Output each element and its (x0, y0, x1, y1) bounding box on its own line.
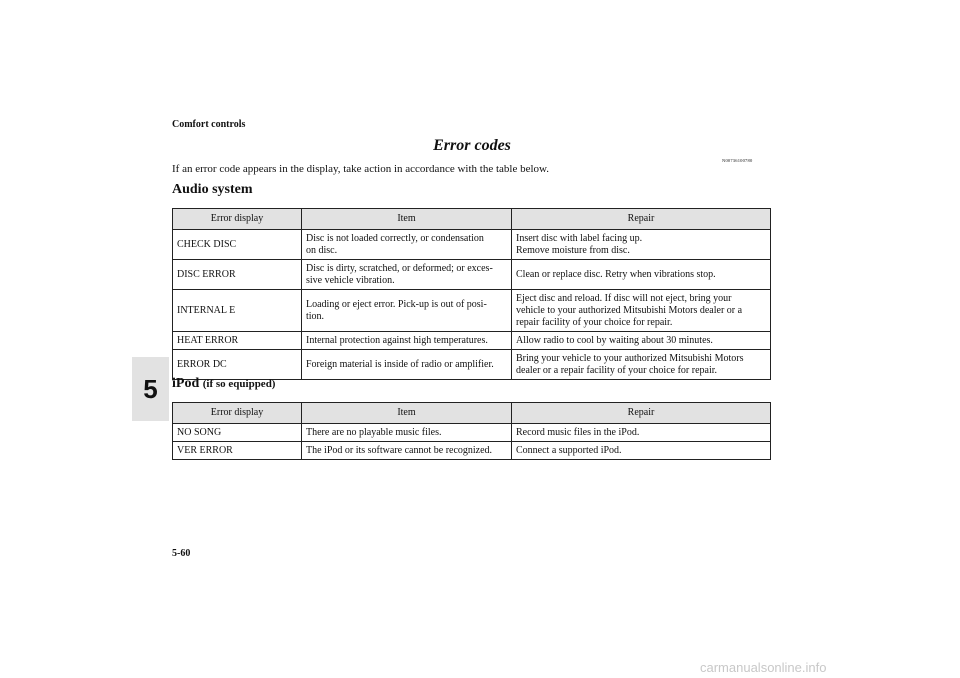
item-cell: There are no playable music files. (302, 424, 512, 442)
repair-cell: Allow radio to cool by waiting about 30 minutes. (512, 332, 771, 350)
item-cell: Foreign material is inside of radio or amplifier. (302, 350, 512, 380)
item-cell: Loading or eject error. Pick-up is out of posi- tion. (302, 290, 512, 332)
table-row (173, 230, 771, 260)
watermark: carmanualsonline.info (700, 660, 827, 675)
table-header-row (173, 403, 771, 424)
item-cell: Internal protection against high temperatures. (302, 332, 512, 350)
table-row (173, 442, 771, 460)
error-display-cell: INTERNAL E (173, 290, 302, 332)
repair-cell: Bring your vehicle to your authorized Mitsubishi Motors dealer or a repair facility of your choice for repair. (512, 350, 771, 380)
table-row (173, 260, 771, 290)
repair-cell: Clean or replace disc. Retry when vibrations stop. (512, 260, 771, 290)
intro-text: If an error code appears in the display, take action in accordance with the table below. (172, 163, 549, 175)
column-header: Item (302, 209, 512, 230)
column-header: Repair (512, 209, 771, 230)
column-header: Repair (512, 403, 771, 424)
error-display-cell: DISC ERROR (173, 260, 302, 290)
error-display-cell: VER ERROR (173, 442, 302, 460)
item-cell: The iPod or its software cannot be recognized. (302, 442, 512, 460)
table-row (173, 332, 771, 350)
column-header: Error display (173, 209, 302, 230)
error-display-cell: HEAT ERROR (173, 332, 302, 350)
item-cell: Disc is dirty, scratched, or deformed; or exces- sive vehicle vibration. (302, 260, 512, 290)
table-row (173, 424, 771, 442)
ipod-heading-text: iPod (172, 376, 200, 391)
item-cell: Disc is not loaded correctly, or condensation on disc. (302, 230, 512, 260)
ipod-error-table (172, 402, 771, 460)
error-display-cell: CHECK DISC (173, 230, 302, 260)
column-header: Error display (173, 403, 302, 424)
error-display-cell: NO SONG (173, 424, 302, 442)
repair-cell: Record music files in the iPod. (512, 424, 771, 442)
table-header-row (173, 209, 771, 230)
column-header: Item (302, 403, 512, 424)
audio-error-table (172, 208, 771, 380)
repair-cell: Eject disc and reload. If disc will not eject, bring your vehicle to your authorized Mitsubishi Motors dealer or a repair facility of your choice for repair. (512, 290, 771, 332)
audio-system-heading: Audio system (172, 182, 253, 197)
page-number: 5-60 (172, 548, 191, 559)
document-code: N00736100780 (722, 158, 753, 163)
page-title: Error codes (433, 137, 511, 154)
repair-cell: Connect a supported iPod. (512, 442, 771, 460)
chapter-tab: 5 (132, 357, 169, 421)
table-row (173, 290, 771, 332)
error-display-cell: ERROR DC (173, 350, 302, 380)
ipod-heading-qualifier: (if so equipped) (202, 378, 276, 390)
repair-cell: Insert disc with label facing up. Remove moisture from disc. (512, 230, 771, 260)
section-header: Comfort controls (172, 119, 246, 130)
ipod-heading (172, 376, 275, 392)
table-row (173, 350, 771, 380)
